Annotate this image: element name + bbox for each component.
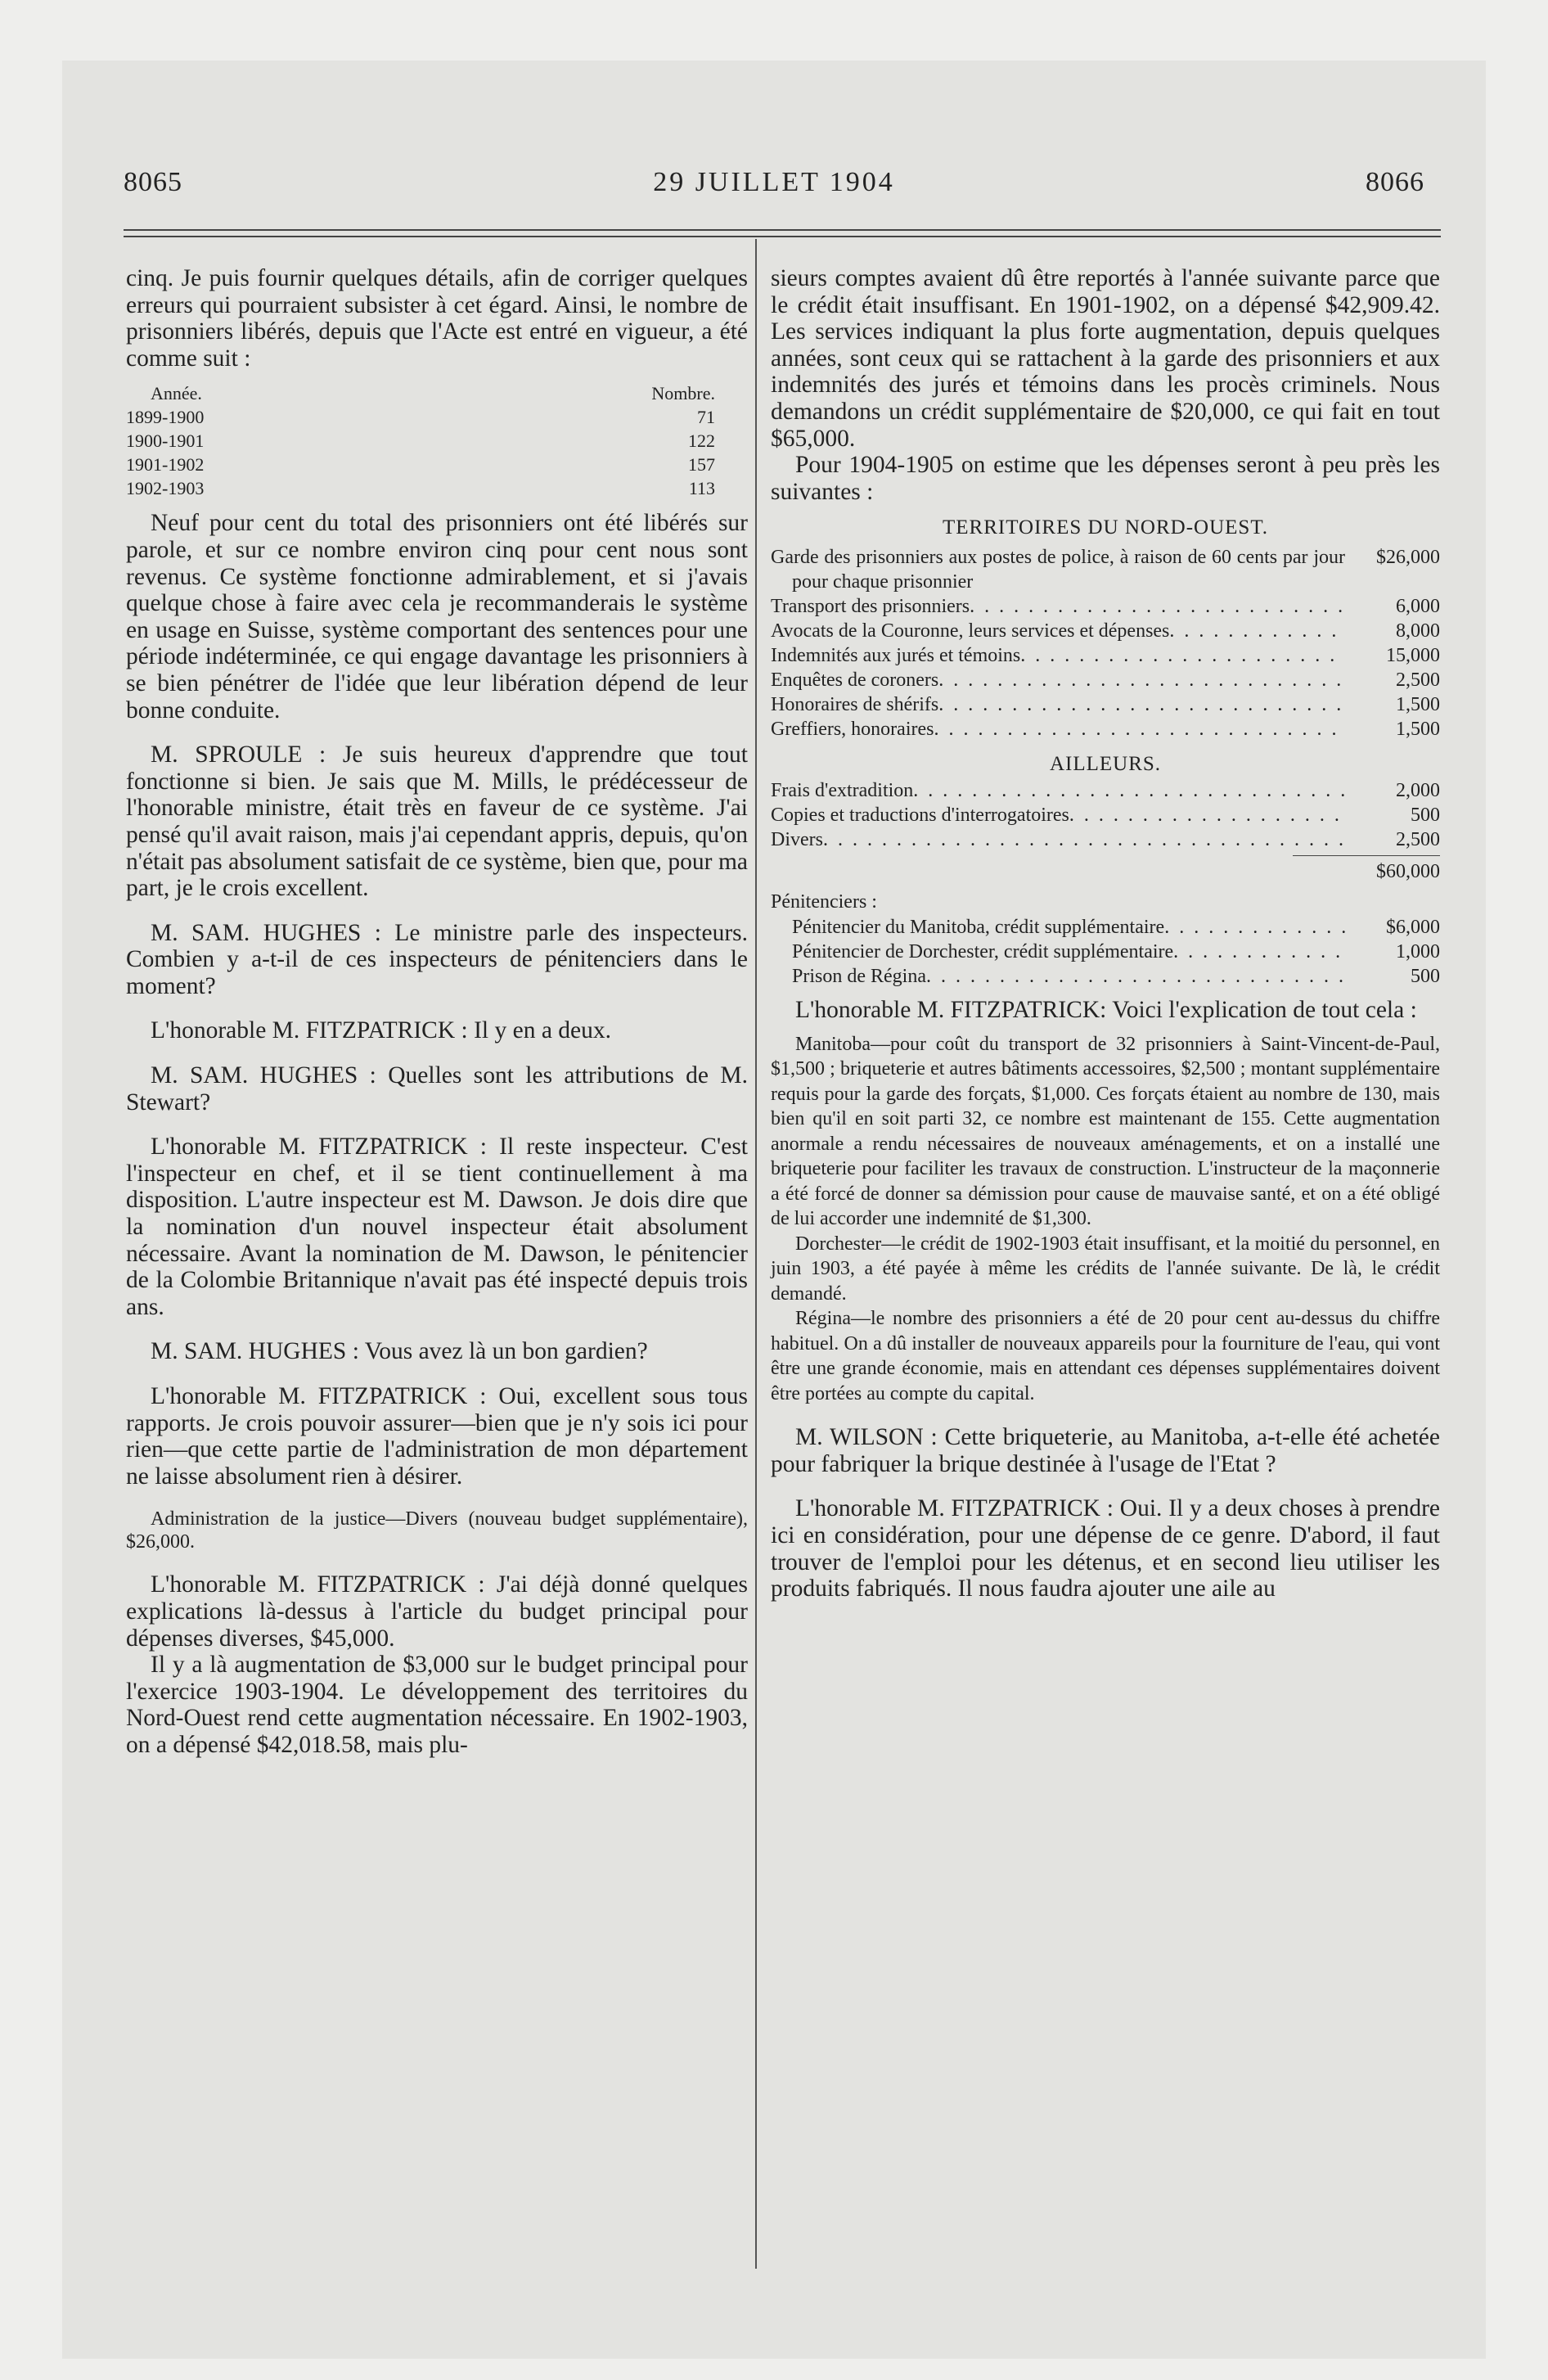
paragraph: M. SPROULE : Je suis heureux d'apprendre que tout fonctionne si bien. Je sais que M. Mills, le prédécesseur de l'honorable ministre, était très en faveur de ce système. J'ai pensé qu'il avait raison, mais j'ai cependant appris, depuis, qu'on n'était pas absolument satisfait de ce système, bien que, pour ma part, je le crois excellent.	[126, 741, 748, 902]
expense-line: Garde des prisonniers aux postes de police, à raison de 60 cents par jour pour chaque prisonnier $26,000	[771, 546, 1440, 593]
expense-line: Divers . . . 2,500	[771, 827, 1440, 852]
expense-line: Pénitencier du Manitoba, crédit supplémentaire . . . $6,000	[771, 915, 1440, 940]
expense-line: Transport des prisonniers . . . 6,000	[771, 594, 1440, 619]
explanation-paragraph: Manitoba—pour coût du transport de 32 prisonniers à Saint-Vincent-de-Paul, $1,500 ; briqueterie et autres bâtiments accessoires, $2,500 ; montant supplémentaire requis pour la garde des forçats, $1,000. Ces forçats étaient au nombre de 130, mais bien qu'il en soit parti 32, ce nombre est maintenant de 155. Cette augmentation anormale a rendu nécessaires de nouveaux aménagements, et on a installé une briqueterie pour faciliter les travaux de construction. L'instructeur de la maçonnerie a été forcé de donner sa démission pour cause de mauvaise santé, et on a été obligé de lui accorder une indemnité de $1,300.	[771, 1033, 1440, 1230]
expense-line: Avocats de la Couronne, leurs services et dépenses . . . 8,000	[771, 619, 1440, 643]
header-rule	[124, 229, 1441, 237]
table-header-count: Nombre.	[651, 383, 715, 404]
section-heading: TERRITOIRES DU NORD-OUEST.	[943, 516, 1268, 539]
paragraph: L'honorable M. FITZPATRICK : Oui. Il y a deux choses à prendre ici en considération, pour une dépense de ce genre. D'abord, il faut trouver de l'emploi pour les détenus, et en second lieu utiliser les produits fabriqués. Il nous faudra ajouter une aile au	[771, 1495, 1440, 1602]
expense-line: Honoraires de shérifs . . . 1,500	[771, 692, 1440, 717]
paragraph: L'honorable M. FITZPATRICK : Il reste inspecteur. C'est l'inspecteur en chef, et il se tient continuellement à ma disposition. L'autre inspecteur est M. Dawson. Je dois dire que la nomination d'un nouvel inspecteur était absolument nécessaire. Avant la nomination de M. Dawson, le pénitencier de la Colombie Britannique n'avait pas été inspecté depuis trois ans.	[126, 1134, 748, 1320]
penitentiaries-title: Pénitenciers :	[771, 890, 877, 913]
total-rule	[1293, 855, 1440, 856]
paragraph: Pour 1904-1905 on estime que les dépenses seront à peu près les suivantes :	[771, 452, 1440, 505]
explanation-paragraph: Dorchester—le crédit de 1902-1903 était insuffisant, et la moitié du personnel, en juin 1903, a été payée à même les crédits de l'année suivante. De là, le crédit demandé.	[771, 1233, 1440, 1305]
budget-item: Administration de la justice—Divers (nouveau budget supplémentaire), $26,000.	[126, 1508, 748, 1553]
left-column	[126, 265, 748, 1759]
page-number-right: 8066	[1366, 167, 1424, 197]
document-page	[62, 61, 1486, 2359]
expense-line: Prison de Régina . . . 500	[771, 964, 1440, 989]
explanation-paragraph: Régina—le nombre des prisonniers a été de 20 pour cent au-dessus du chiffre habituel. On a dû installer de nouveaux appareils pour la fourniture de l'eau, qui vont être une grande économie, mais en attendant ces dépenses supplémentaires doivent être portées au compte du capital.	[771, 1308, 1440, 1404]
expense-line: Pénitencier de Dorchester, crédit supplémentaire . . . 1,000	[771, 940, 1440, 964]
section-heading: AILLEURS.	[1049, 752, 1162, 775]
paragraph: Neuf pour cent du total des prisonniers ont été libérés sur parole, et sur ce nombre environ cinq pour cent nous sont revenus. Ce système fonctionne admirablement, et si j'avais quelque chose à faire avec cela je recommanderais le système en usage en Suisse, système comportant des sentences pour une période indéterminée, ce qui engage davantage les prisonniers à se bien pénétrer de l'idée que leur libération dépend de leur bonne conduite.	[126, 510, 748, 723]
expense-line: Indemnités aux jurés et témoins . . . 15,000	[771, 643, 1440, 668]
table-row: 1900-1901 122	[126, 430, 715, 452]
column-divider	[755, 239, 757, 2269]
table-row: 1902-1903 113	[126, 478, 715, 499]
expense-line: Copies et traductions d'interrogatoires . . . 500	[771, 803, 1440, 827]
page-date: 29 JUILLET 1904	[653, 167, 895, 197]
table-header-year: Année.	[151, 383, 202, 404]
paragraph: M. WILSON : Cette briqueterie, au Manitoba, a-t-elle été achetée pour fabriquer la brique destinée à l'usage de l'Etat ?	[771, 1424, 1440, 1477]
expense-line: Enquêtes de coroners . . . 2,500	[771, 668, 1440, 692]
expense-line: Greffiers, honoraires . . . 1,500	[771, 717, 1440, 741]
paragraph: Il y a là augmentation de $3,000 sur le budget principal pour l'exercice 1903-1904. Le développement des territoires du Nord-Ouest rend cette augmentation nécessaire. En 1902-1903, on a dépensé $42,018.58, mais plu-	[126, 1652, 748, 1758]
expense-total: $60,000	[1376, 860, 1440, 882]
paragraph: L'honorable M. FITZPATRICK : Il y en a deux.	[151, 1017, 612, 1044]
expense-line: Frais d'extradition . . . 2,000	[771, 778, 1440, 803]
paragraph: M. SAM. HUGHES : Quelles sont les attributions de M. Stewart?	[126, 1062, 748, 1116]
prisoner-table	[126, 381, 748, 500]
paragraph: L'honorable M. FITZPATRICK: Voici l'explication de tout cela :	[795, 997, 1417, 1024]
paragraph: M. SAM. HUGHES : Vous avez là un bon gardien?	[151, 1338, 648, 1365]
right-column	[771, 265, 1440, 1602]
table-row: 1901-1902 157	[126, 454, 715, 476]
paragraph: L'honorable M. FITZPATRICK : Oui, excellent sous tous rapports. Je crois pouvoir assurer—bien que je n'y sois ici pour rien—que cette partie de l'administration de mon département ne laisse absolument rien à désirer.	[126, 1383, 748, 1490]
paragraph: M. SAM. HUGHES : Le ministre parle des inspecteurs. Combien y a-t-il de ces inspecteurs de pénitenciers dans le moment?	[126, 919, 748, 999]
paragraph: sieurs comptes avaient dû être reportés à l'année suivante parce que le crédit était insuffisant. En 1901-1902, on a dépensé $42,909.42. Les services indiquant la plus forte augmentation, depuis quelques années, sont ceux qui se rattachent à la garde des prisonniers et aux indemnités des jurés et témoins dans les procès criminels. Nous demandons un crédit supplémentaire de $20,000, ce qui fait en tout $65,000.	[771, 265, 1440, 452]
page-number-left: 8065	[124, 167, 182, 197]
table-row: 1899-1900 71	[126, 407, 715, 428]
paragraph: cinq. Je puis fournir quelques détails, afin de corriger quelques erreurs qui pourraient subsister à cet égard. Ainsi, le nombre de prisonniers libérés, depuis que l'Acte est entré en vigueur, a été comme suit :	[126, 265, 748, 372]
paragraph: L'honorable M. FITZPATRICK : J'ai déjà donné quelques explications là-dessus à l'article du budget principal pour dépenses diverses, $45,000.	[126, 1571, 748, 1652]
